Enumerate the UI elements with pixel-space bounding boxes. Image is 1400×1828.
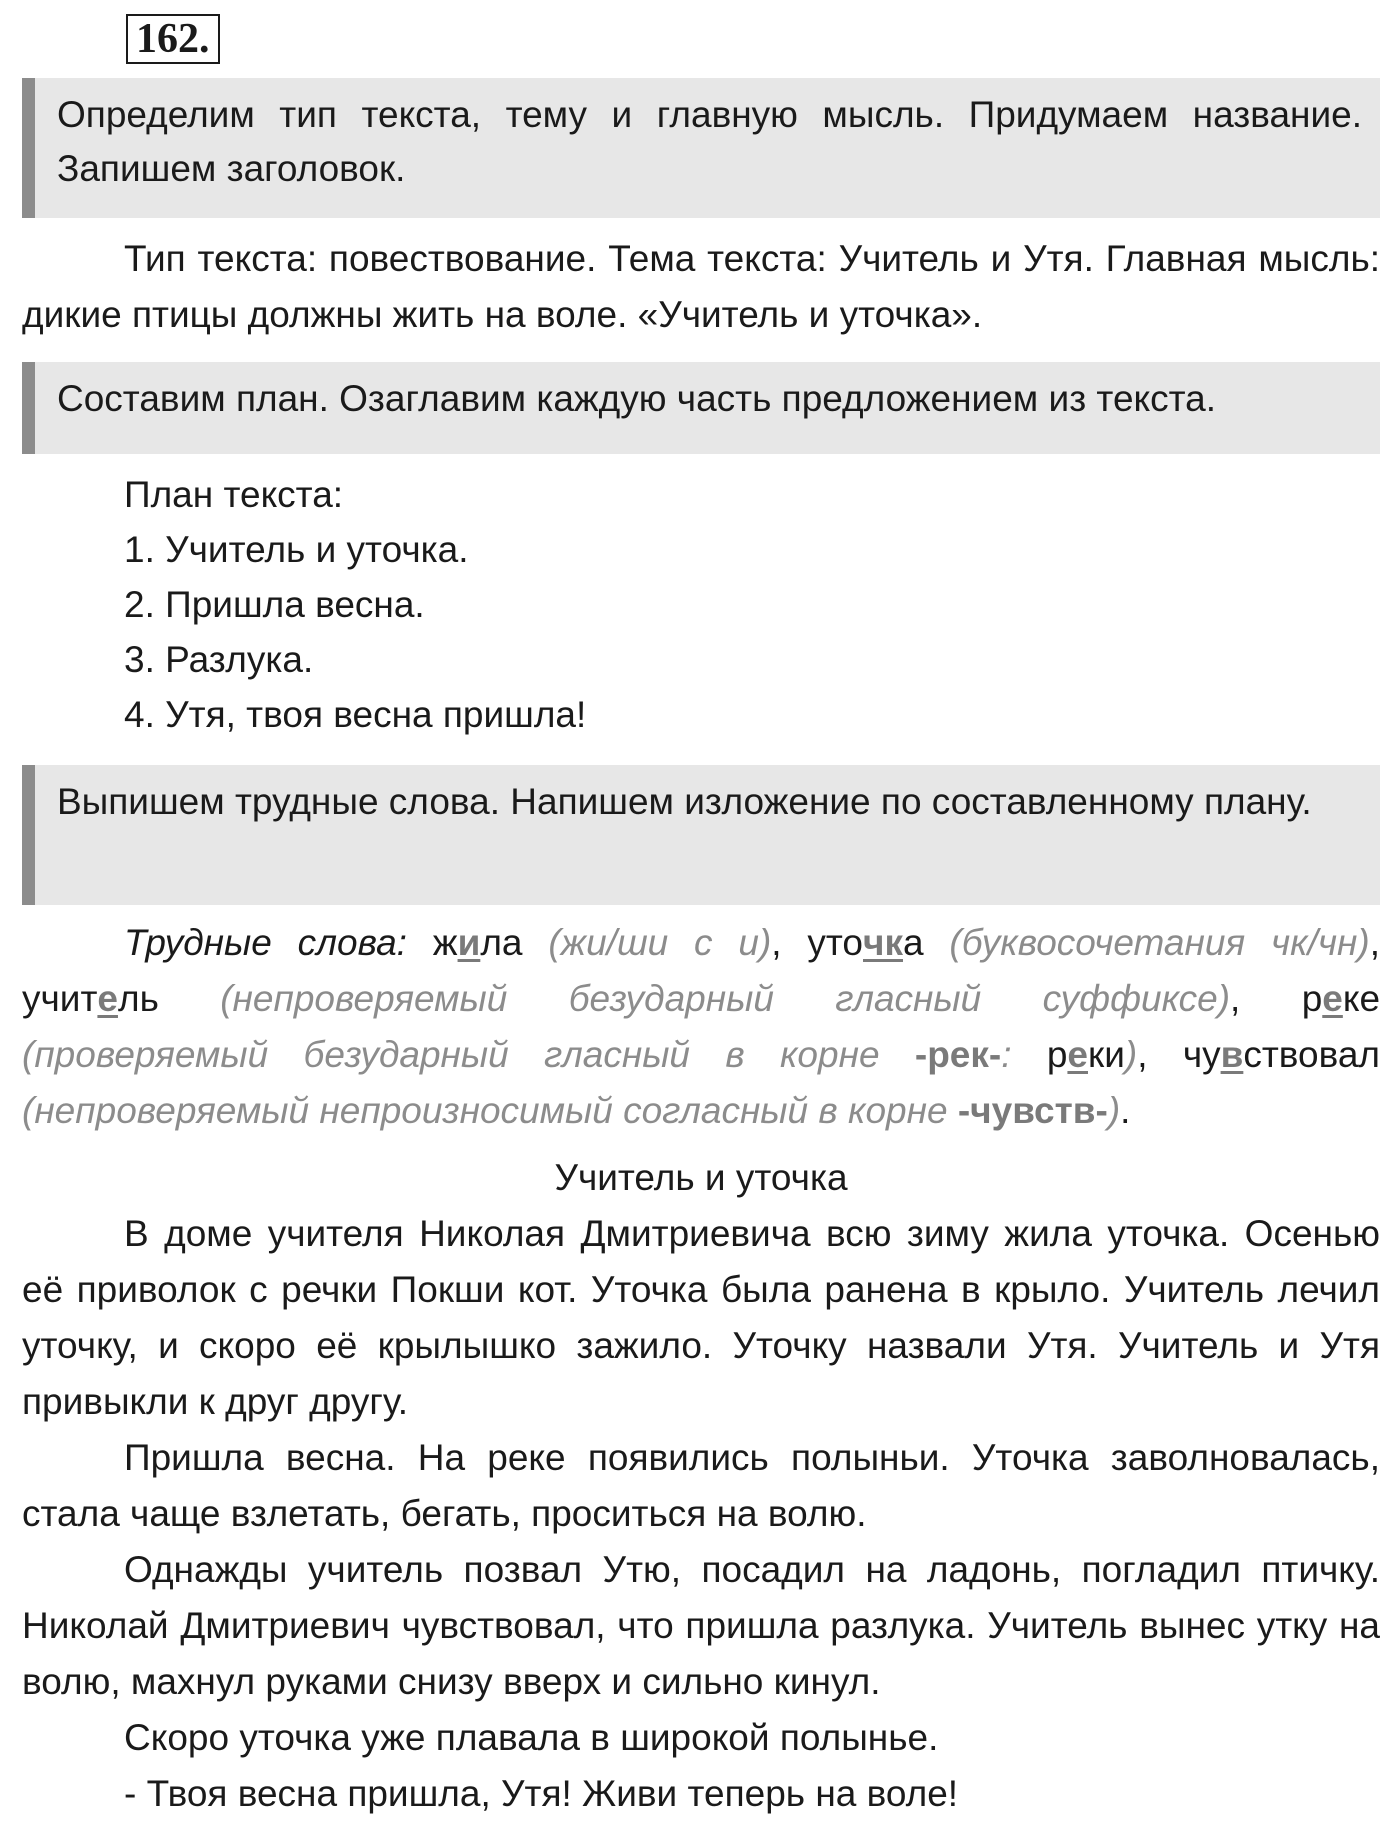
- story-title: Учитель и уточка: [554, 1157, 848, 1198]
- rule-hint: (буквосочетания чк/чн): [949, 922, 1370, 963]
- orthogram-mark: чк: [863, 922, 903, 963]
- analysis-text: Тип текста: повествование. Тема текста: Учитель и Утя. Главная мысль: дикие птицы должны жить на воле. «Учитель и уточка».: [22, 238, 1380, 335]
- orthogram-mark: е: [1322, 978, 1343, 1019]
- analysis-paragraph: [22, 231, 1380, 343]
- plan-item: 3. Разлука.: [124, 639, 314, 680]
- rule-hint: (непроверяемый безударный гласный суффиксе): [220, 978, 1231, 1019]
- rule-hint: (жи/ши с и): [548, 922, 772, 963]
- story-paragraph: - Твоя весна пришла, Утя! Живи теперь на воле!: [124, 1773, 959, 1814]
- word: учитель: [22, 978, 159, 1019]
- word: уточка: [807, 922, 924, 963]
- orthogram-mark: е: [97, 978, 118, 1019]
- plan-item: 2. Пришла весна.: [124, 584, 425, 625]
- instruction-box-2: [22, 362, 1380, 454]
- story-paragraph: Скоро уточка уже плавала в широкой полынье.: [124, 1717, 939, 1758]
- instruction-box-3: [22, 765, 1380, 905]
- task-number: 162.: [126, 14, 220, 64]
- word: жила: [432, 922, 523, 963]
- story-paragraph: Пришла весна. На реке появились полыньи. Уточка заволновалась, стала чаще взлетать, бегать, проситься на волю.: [22, 1437, 1380, 1534]
- story-paragraph: Однажды учитель позвал Утю, посадил на ладонь, погладил птичку. Николай Дмитриевич чувствовал, что пришла разлука. Учитель вынес утку на волю, махнул руками снизу вверх и сильно кинул.: [22, 1549, 1380, 1702]
- check-word: реки: [1046, 1034, 1125, 1075]
- story-paragraph: В доме учителя Николая Дмитриевича всю зиму жила уточка. Осенью её приволок с речки Покши кот. Уточка была ранена в крыло. Учитель лечил уточку, и скоро её крылышко зажило. Уточку назвали Утя. Учитель и Утя привыкли к друг другу.: [22, 1213, 1380, 1422]
- difficult-words-label: Трудные слова:: [124, 922, 407, 963]
- story-text: [22, 1206, 1380, 1822]
- instruction-text: Составим план. Озаглавим каждую часть предложением из текста.: [57, 378, 1217, 419]
- plan-heading: План текста:: [124, 474, 344, 515]
- instruction-box-1: [22, 78, 1380, 218]
- rule-hint: (проверяемый безударный гласный в корне -рек-:: [22, 1034, 1012, 1075]
- word: реке: [1301, 978, 1381, 1019]
- instruction-text: Определим тип текста, тему и главную мысль. Придумаем название. Запишем заголовок.: [57, 94, 1362, 189]
- orthogram-mark: е: [1067, 1034, 1088, 1075]
- instruction-text: Выпишем трудные слова. Напишем изложение по составленному плану.: [57, 781, 1312, 822]
- text-plan: [124, 467, 586, 742]
- rule-hint: (непроверяемый непроизносимый согласный в корне -чувств-): [22, 1090, 1121, 1131]
- plan-item: 1. Учитель и уточка.: [124, 529, 469, 570]
- difficult-words-paragraph: Трудные слова: жила (жи/ши с и), уточка (буквосочетания чк/чн), учитель (непроверяемый безударный гласный суффиксе), реке (проверяемый безударный гласный в корне -рек-: реки), чувствовал (непроверяемый непроизносимый согласный в корне -чувств-).: [22, 922, 1381, 1131]
- word: чувствовал: [1182, 1034, 1381, 1075]
- plan-item: 4. Утя, твоя весна пришла!: [124, 694, 587, 735]
- orthogram-mark: и: [457, 922, 481, 963]
- orthogram-mark: в: [1220, 1034, 1244, 1075]
